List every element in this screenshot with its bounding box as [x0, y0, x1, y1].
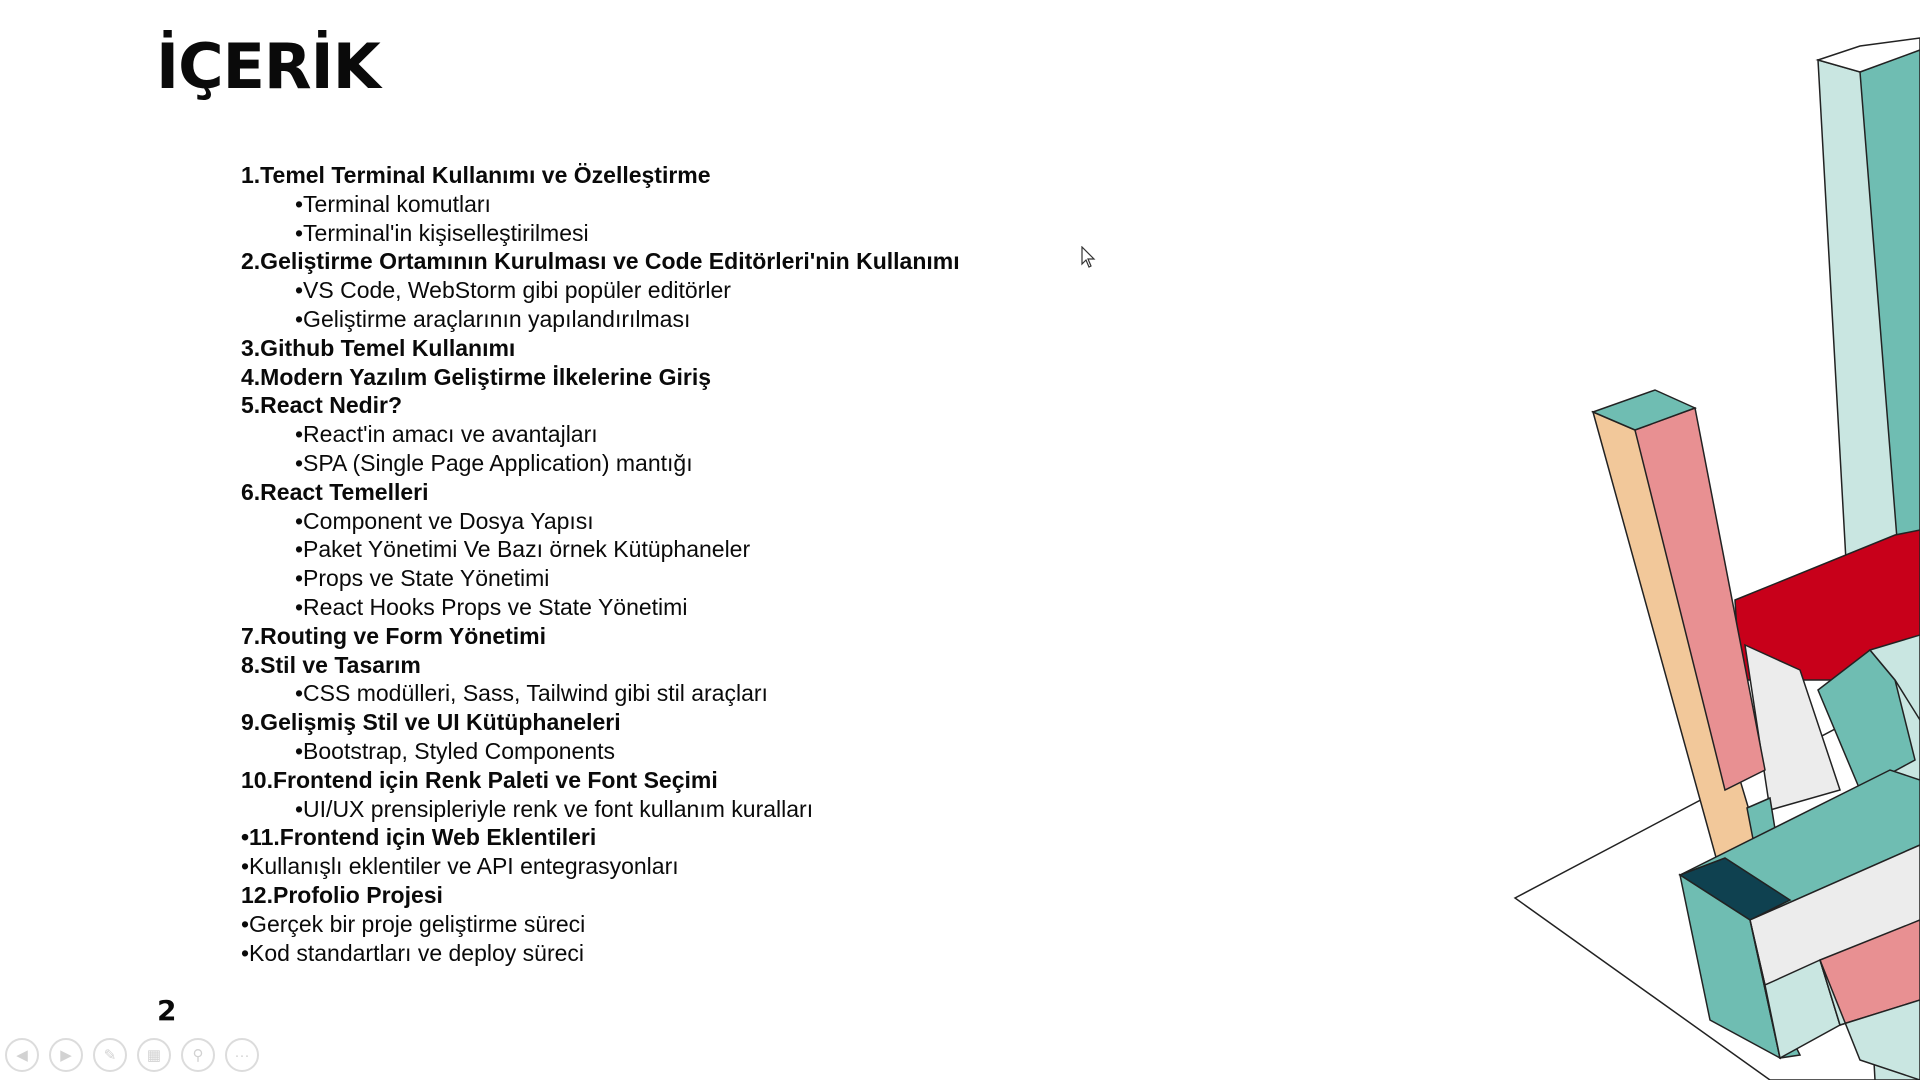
toc-list-item: •Terminal komutları: [295, 190, 491, 217]
toc-list-item: •Gerçek bir proje geliştirme süreci: [241, 910, 586, 937]
toc-section-heading: 6.React Temelleri: [241, 478, 429, 505]
toc-list-item: •Kullanışlı eklentiler ve API entegrasyonları: [241, 853, 679, 880]
pen-tool-button[interactable]: [93, 1038, 127, 1072]
pen-icon: ✎: [103, 1047, 117, 1064]
previous-slide-button[interactable]: [5, 1038, 39, 1072]
page-number: 2: [157, 994, 177, 1027]
slideshow-toolbar: [5, 1038, 259, 1072]
toc-list-item: •React Hooks Props ve State Yönetimi: [295, 593, 688, 620]
toc-list-item: •UI/UX prensipleriyle renk ve font kullanım kuralları: [295, 795, 814, 822]
toc-section-heading: 5.React Nedir?: [241, 392, 403, 419]
slide-title: İÇERİK: [156, 30, 380, 103]
toc-section-heading: 10.Frontend için Renk Paleti ve Font Seçimi: [241, 766, 718, 793]
next-slide-button[interactable]: [49, 1038, 83, 1072]
toc-list-item: •Geliştirme araçlarının yapılandırılması: [295, 305, 691, 332]
toc-section-heading: 3.Github Temel Kullanımı: [241, 334, 516, 361]
toc-list-item: •Bootstrap, Styled Components: [295, 737, 616, 764]
zoom-button[interactable]: [181, 1038, 215, 1072]
toc-section-heading: 2.Geliştirme Ortamının Kurulması ve Code Editörleri'nin Kullanımı: [241, 248, 960, 275]
more-icon: ···: [234, 1046, 250, 1064]
toc-section-heading: 7.Routing ve Form Yönetimi: [241, 622, 546, 649]
more-options-button[interactable]: [225, 1038, 259, 1072]
toc-section-heading: 4.Modern Yazılım Geliştirme İlkelerine Giriş: [241, 363, 711, 390]
toc-list-item: •VS Code, WebStorm gibi popüler editörler: [295, 277, 731, 304]
toc-section-heading: •11.Frontend için Web Eklentileri: [241, 824, 597, 851]
slides-grid-icon: ▦: [146, 1047, 162, 1064]
toc-list-item: •CSS modülleri, Sass, Tailwind gibi stil araçları: [295, 680, 768, 707]
toc-list-item: •Component ve Dosya Yapısı: [295, 507, 594, 534]
toc-list-item: •React'in amacı ve avantajları: [295, 421, 598, 448]
toc-section-heading: 1.Temel Terminal Kullanımı ve Özelleştirme: [241, 162, 711, 188]
magnifier-icon: ⚲: [192, 1047, 204, 1064]
toc-list-item: •Terminal'in kişiselleştirilmesi: [295, 219, 589, 246]
arrow-left-icon: ◀: [16, 1047, 28, 1064]
toc-list-item: •Kod standartları ve deploy süreci: [241, 939, 585, 966]
toc-list-item: •Paket Yönetimi Ve Bazı örnek Kütüphaneler: [295, 536, 751, 563]
arrow-right-icon: ▶: [60, 1047, 72, 1064]
toc-list-item: •SPA (Single Page Application) mantığı: [295, 449, 693, 476]
toc-section-heading: 12.Profolio Projesi: [241, 881, 443, 908]
mouse-cursor-icon: [1081, 246, 1097, 270]
toc-section-heading: 8.Stil ve Tasarım: [241, 651, 421, 678]
toc-list-item: •Props ve State Yönetimi: [295, 565, 550, 592]
toc-section-heading: 9.Gelişmiş Stil ve UI Kütüphaneleri: [241, 709, 621, 736]
see-all-slides-button[interactable]: [137, 1038, 171, 1072]
isometric-blocks-illustration: [1500, 30, 1920, 1080]
table-of-contents: [241, 161, 960, 967]
